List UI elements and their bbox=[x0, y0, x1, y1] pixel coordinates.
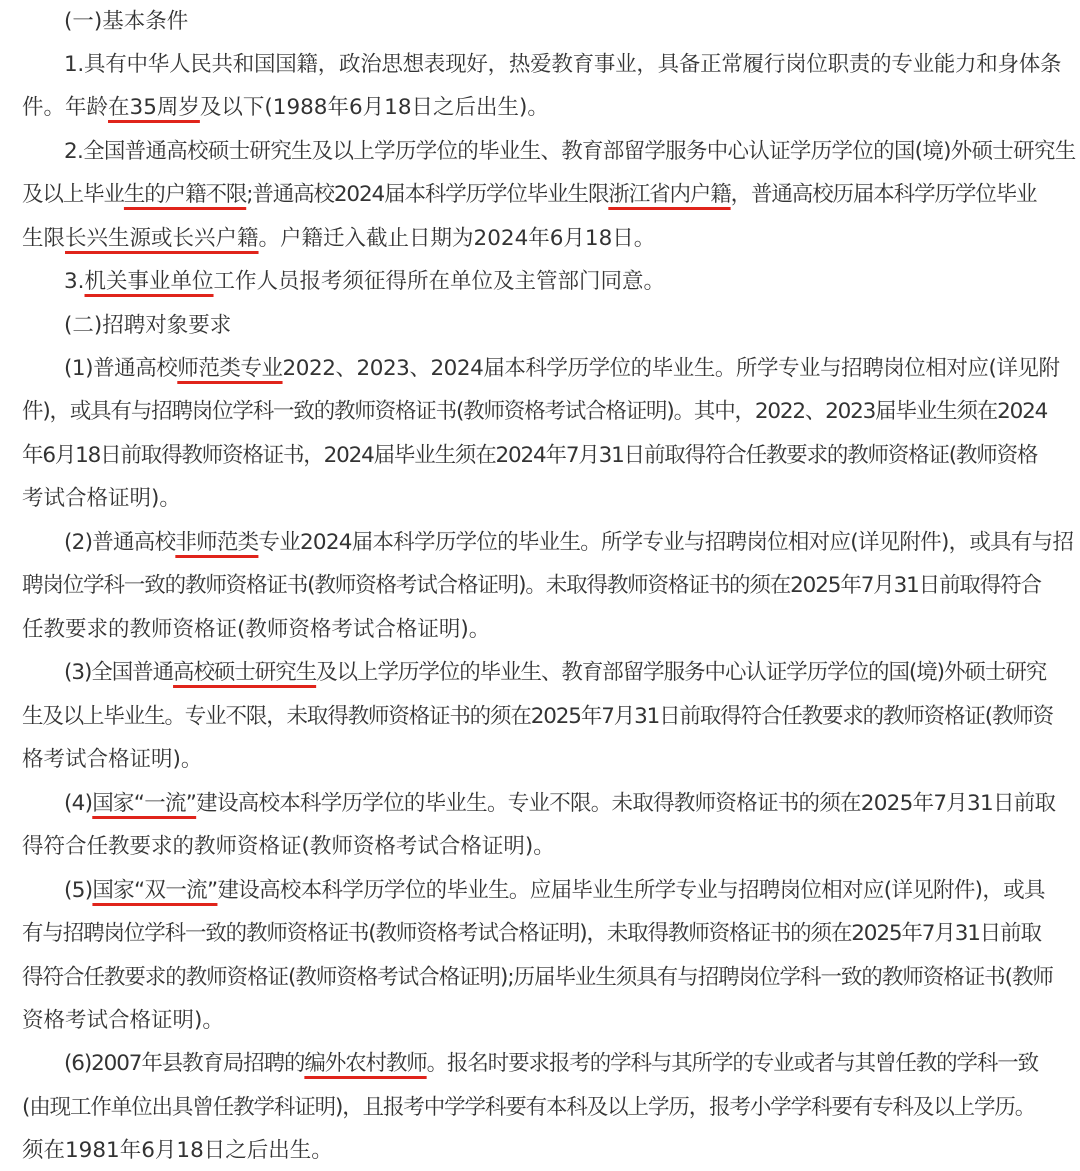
text-line bbox=[64, 262, 665, 302]
text-segment: (3)全国普通 bbox=[64, 660, 174, 685]
underlined-text: 国家“一流” bbox=[92, 791, 197, 816]
underlined-text: 生的户籍不限 bbox=[123, 182, 247, 207]
text-segment: (二)招聘对象要求 bbox=[64, 313, 232, 338]
text-line bbox=[22, 436, 1037, 476]
text-segment: (6)2007年县教育局招聘的 bbox=[64, 1051, 305, 1076]
text-segment: ;普通高校2024届本科学历学位毕业生限 bbox=[246, 182, 609, 207]
text-segment: 建设高校本科学历学位的毕业生。应届毕业生所学专业与招聘岗位相对应(详见附件)，或具 bbox=[217, 878, 1045, 903]
text-line bbox=[64, 523, 1073, 563]
text-line bbox=[22, 479, 181, 519]
underlined-text: 机关事业单位 bbox=[84, 269, 214, 294]
underlined-text: 编外农村教师 bbox=[304, 1051, 427, 1076]
text-segment: 须在1981年6月18日之后出生。 bbox=[22, 1138, 333, 1163]
text-line bbox=[22, 610, 490, 650]
text-line bbox=[22, 1001, 224, 1041]
text-segment: 生及以上毕业生。专业不限，未取得教师资格证书的须在2025年7月31日前取得符合任教要求的教师资格证(教师资 bbox=[22, 704, 1053, 729]
underlined-text: 非师范类 bbox=[175, 530, 259, 555]
text-segment: 工作人员报考须征得所在单位及主管部门同意。 bbox=[213, 269, 666, 294]
text-line bbox=[22, 1088, 1035, 1128]
text-line bbox=[64, 784, 1055, 824]
text-segment: 生限 bbox=[22, 226, 66, 251]
text-segment: 资格考试合格证明)。 bbox=[22, 1008, 224, 1033]
text-line bbox=[64, 1044, 1038, 1084]
text-line bbox=[22, 697, 1053, 737]
text-segment: 有与招聘岗位学科一致的教师资格证书(教师资格考试合格证明)，未取得教师资格证书的须在2025年7月31日前取 bbox=[22, 921, 1041, 946]
text-line bbox=[64, 45, 1061, 85]
text-segment: 3. bbox=[64, 269, 85, 294]
text-line bbox=[64, 349, 1060, 389]
text-segment: 年6月18日前取得教师资格证书，2024届毕业生须在2024年7月31日前取得符合任教要求的教师资格证(教师资格 bbox=[22, 443, 1038, 468]
text-segment: 考试合格证明)。 bbox=[22, 486, 181, 511]
text-line bbox=[22, 392, 1047, 432]
text-segment: 。户籍迁入截止日期为2024年6月18日。 bbox=[258, 226, 656, 251]
text-segment: 。报名时要求报考的学科与其所学的专业或者与其曾任教的学科一致 bbox=[426, 1051, 1039, 1076]
underlined-text: 浙江省内户籍 bbox=[608, 182, 731, 207]
text-line bbox=[64, 132, 1076, 172]
text-segment: 2.全国普通高校硕士研究生及以上学历学位的毕业生、教育部留学服务中心认证学历学位的国(境)外硕士研究生 bbox=[64, 139, 1076, 164]
underlined-text: 师范类专业 bbox=[177, 356, 283, 381]
underlined-text: 在35周岁 bbox=[108, 95, 200, 120]
text-line bbox=[22, 175, 1036, 215]
text-segment: 格考试合格证明)。 bbox=[22, 747, 203, 772]
text-segment: 及以下(1988年6月18日之后出生)。 bbox=[199, 95, 549, 120]
text-segment: 任教要求的教师资格证(教师资格考试合格证明)。 bbox=[22, 617, 491, 642]
text-line bbox=[22, 1131, 333, 1171]
text-segment: 件。年龄 bbox=[22, 95, 109, 120]
text-segment: (5) bbox=[64, 878, 93, 903]
text-line bbox=[64, 306, 231, 346]
underlined-text: 长兴生源或长兴户籍 bbox=[65, 226, 259, 251]
text-segment: 专业2024届本科学历学位的毕业生。所学专业与招聘岗位相对应(详见附件)，或具有与招 bbox=[258, 530, 1074, 555]
text-line bbox=[22, 88, 549, 128]
text-segment: (2)普通高校 bbox=[64, 530, 176, 555]
text-segment: (一)基本条件 bbox=[64, 9, 189, 34]
underlined-text: 国家“双一流” bbox=[92, 878, 218, 903]
underlined-text: 高校硕士研究生 bbox=[173, 660, 317, 685]
text-segment: 1.具有中华人民共和国国籍，政治思想表现好，热爱教育事业，具备正常履行岗位职责的专业能力和身体条 bbox=[64, 52, 1062, 77]
text-segment: 聘岗位学科一致的教师资格证书(教师资格考试合格证明)。未取得教师资格证书的须在2025年7月31日前取得符合 bbox=[22, 573, 1041, 598]
text-segment: ，普通高校历届本科学历学位毕业 bbox=[730, 182, 1037, 207]
text-line bbox=[22, 566, 1041, 606]
text-segment: 得符合任教要求的教师资格证(教师资格考试合格证明)。 bbox=[22, 834, 555, 859]
text-segment: (1)普通高校 bbox=[64, 356, 178, 381]
text-segment: 2022、2023、2024届本科学历学位的毕业生。所学专业与招聘岗位相对应(详见附 bbox=[282, 356, 1060, 381]
text-segment: 及以上毕业 bbox=[22, 182, 124, 207]
text-line bbox=[22, 958, 1053, 998]
text-line bbox=[22, 827, 555, 867]
text-line bbox=[22, 914, 1041, 954]
text-segment: 建设高校本科学历学位的毕业生。专业不限。未取得教师资格证书的须在2025年7月31日前取 bbox=[196, 791, 1056, 816]
text-segment: 件)，或具有与招聘岗位学科一致的教师资格证书(教师资格考试合格证明)。其中，2022、2023届毕业生须在2024 bbox=[22, 399, 1048, 424]
text-segment: (4) bbox=[64, 791, 93, 816]
text-segment: 及以上学历学位的毕业生、教育部留学服务中心认证学历学位的国(境)外硕士研究 bbox=[316, 660, 1047, 685]
text-line bbox=[64, 653, 1046, 693]
text-segment: (由现工作单位出具曾任教学科证明)，且报考中学学科要有本科及以上学历，报考小学学科要有专科及以上学历。 bbox=[22, 1095, 1036, 1120]
text-line bbox=[64, 871, 1045, 911]
text-line bbox=[22, 219, 655, 259]
text-line bbox=[22, 740, 202, 780]
text-line bbox=[64, 2, 188, 42]
text-segment: 得符合任教要求的教师资格证(教师资格考试合格证明);历届毕业生须具有与招聘岗位学科一致的教师资格证书(教师 bbox=[22, 965, 1053, 990]
